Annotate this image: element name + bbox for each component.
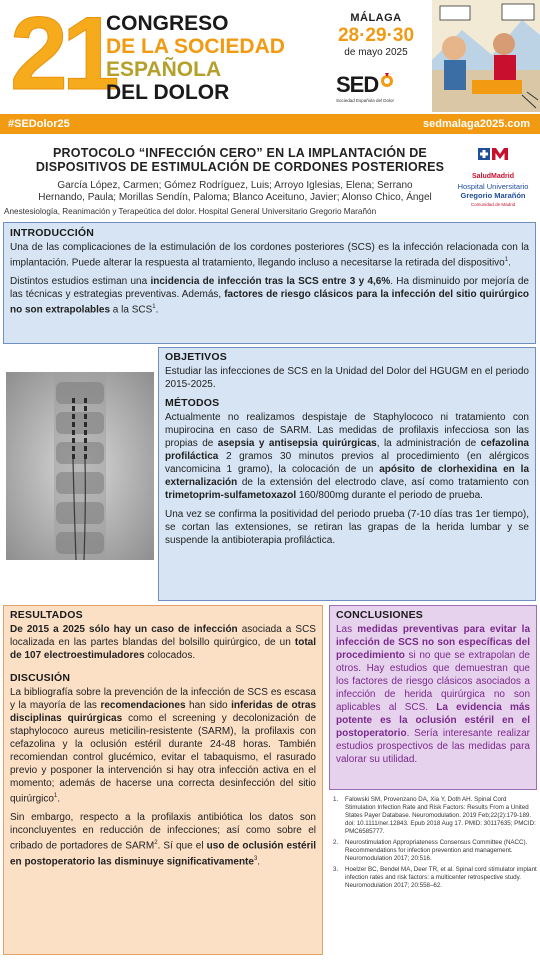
congress-header: [0, 0, 540, 114]
discussion-paragraph-1: La bibliografía sobre la prevención de la infección de SCS es escasa y la mayoría de las recomendaciones han sido inferidas de otras disciplinas quirúrgicas como el screening y decolonización de staphylococo aureus meticilin-resistente (SARM), la profilaxis con cefazolina y la oclusión estéril durante 24-48 horas. También recomiendan control glucémico, evitar el tabaquismo, el rasurado previo y posponer la intervención si hay otra infección activa en el momento; además de hacerse una correcta desinfección del sitio quirúrgico$^1$.: [10, 687, 316, 805]
congress-line-2: DE LA SOCIEDAD: [106, 35, 285, 58]
reference-item: 3. Hoelzer BC, Bendel MA, Deer TR, et al. Spinal cord stimulator implant infection rates and risk factors: a multicenter retrospective study. Neuromodulation 2017; 20:558–62.: [333, 866, 537, 889]
introduction-paragraph-2: Distintos estudios estiman una incidencia de infección tras la SCS entre 3 y 4,6%. Ha disminuido por mejoría de las técnicas y estrategias preventivas. Además, factores de riesgo clásicos para la infección del sitio quirúrgico no son extrapolables a la SCS$^1$.: [10, 276, 529, 316]
salud-madrid-icon: [478, 146, 508, 168]
introduction-paragraph-1: Una de las complicaciones de la estimulación de los cordones posteriores (SCS) es la infección relacionada con la implantación. Puede alterar la respuesta al tratamiento, llegando incluso a necesitarse la retirada del dispositivo$^1$.: [10, 242, 529, 269]
congress-line-3: ESPAÑOLA: [106, 58, 222, 81]
congress-line-4: DEL DOLOR: [106, 81, 230, 104]
sed-logo-text: SED: [336, 72, 379, 97]
hashtag: #SEDolor25: [8, 118, 70, 130]
methods-paragraph-2: Una vez se confirma la positividad del periodo prueba (7-10 días tras 1er tiempo), se cortan las extensiones, se retiran las grapas de la herida lumbar y se suspende la antibioterapia profiláctica.: [165, 509, 529, 546]
affiliation: Anestesiología, Reanimación y Terapeútica del dolor. Hospital General Universitario Gregorio Marañón: [4, 207, 377, 216]
objectives-heading: OBJETIVOS: [165, 351, 227, 363]
month: de mayo 2025: [344, 47, 408, 58]
website-link[interactable]: sedmalaga2025.com: [422, 118, 530, 130]
hospital-name-line-1: Hospital Universitario: [457, 182, 529, 191]
reference-item: 1. Falowski SM, Provenzano DA, Xia Y, Doth AH. Spinal Cord Stimulation Infection Rate and Risk Factors: Results From a United States Payer Database. Neuromodulation. 2019 Feb;22(2):179-189. doi: 10.1111/ner.12843. Epub 2018 Aug 17. PMID: 30117635; PMCID: PMC6585777.: [333, 796, 536, 835]
title-line-2: DISPOSITIVOS DE ESTIMULACIÓN DE CORDONES POSTERIORES: [35, 160, 445, 174]
hospital-name: [448, 182, 538, 200]
results-text: De 2015 a 2025 sólo hay un caso de infección asociada a SCS localizada en las partes blandas del bolsillo quirúrgico, de un total de 107 electroestimuladores colocados.: [10, 624, 316, 661]
introduction-box: [3, 222, 536, 344]
title-line-1: PROTOCOLO “INFECCIÓN CERO” EN LA IMPLANTACIÓN DE: [53, 146, 427, 160]
results-heading: RESULTADOS: [10, 609, 83, 621]
conclusions-text: Las medidas preventivas para evitar la infección de SCS no son específicas del procedimiento si no que se extrapolan de otros. Hay estudios que demuestran que los factores de riesgo clásicos asociados a infección de herida quirúrgica no son aplicables al SCS. La evidencia más potente es la oclusión estéril en el postoperatorio. Sería interesante realizar estudios prospectivos de las medidas para valorar su utilidad.: [336, 624, 531, 765]
poster-title: [0, 146, 480, 174]
authors-line-1: García López, Carmen; Gómez Rodríguez, Luis; Arroyo Iglesias, Elena; Serrano: [57, 180, 413, 191]
methods-heading: MÉTODOS: [165, 397, 220, 409]
congress-line-1: CONGRESO: [106, 12, 229, 35]
methods-paragraph-1: Actualmente no realizamos despistaje de Staphylococo ni tratamiento con mupirocina en caso de SARM. Las medidas de profilaxis infecciosa son las propias de asepsia y antisepsia quirúrgicas, la administración de cefazolina profiláctica 2 gramos 30 minutos previos al procedimiento (en alérgicos vancomicina 1 gramo), la colocación de un apósito de clorhexidina en la externalización de la extensión del electrodo clave, así como tratamiento con trimetoprim-sulfametoxazol 160/800mg durante el periodo de prueba.: [165, 412, 530, 501]
results-discussion-box: [3, 605, 323, 955]
authors: [0, 180, 470, 204]
days: 28·29·30: [337, 25, 415, 46]
introduction-heading: INTRODUCCIÓN: [10, 227, 95, 239]
conclusions-heading: CONCLUSIONES: [336, 609, 423, 621]
reference-item: 2. Neurostimulation Appropriateness Consensus Committee (NACC). Recommendations for infection prevention and management. Neuromodulation 2017; 20:516.: [333, 839, 528, 862]
objectives-methods-box: [158, 347, 536, 601]
conclusions-box: [329, 605, 537, 790]
hospital-logo: [448, 146, 538, 207]
discussion-paragraph-2: Sin embargo, respecto a la profilaxis antibiótica los datos son inconcluyentes en reducción de infecciones; así como sobre el cribado de portadores de SARM$^2$. Sí que el uso de oclusión estéril en postoperatorio las disminuye significativamente$^3$.: [10, 812, 317, 867]
sed-logo-subtitle: Sociedad Española del Dolor: [336, 98, 395, 103]
discussion-heading: DISCUSIÓN: [10, 672, 71, 684]
references-list: [333, 796, 537, 893]
sed-logo: [336, 72, 432, 103]
hashtag-bar: [0, 114, 540, 134]
edition-number: 21: [10, 0, 114, 112]
congress-date-place: [328, 12, 424, 58]
authors-line-2: Hernando, Paula; Morillas Sendín, Paloma; Blanco Aceituno, Javier; Alonso Chico, Ángel: [38, 192, 432, 203]
congress-name: [106, 12, 285, 104]
xray-image: [6, 372, 154, 560]
salud-madrid-text: SaludMadrid: [471, 173, 514, 180]
sed-logo-icon: [380, 72, 394, 88]
hospital-name-line-2: Gregorio Marañón: [460, 191, 526, 200]
city: MÁLAGA: [350, 12, 402, 24]
comunidad-madrid: Comunidad de Madrid: [470, 202, 516, 207]
congress-illustration: [432, 0, 540, 112]
objectives-text: Estudiar las infecciones de SCS en la Unidad del Dolor del HGUGM en el periodo 2015-2025.: [165, 366, 529, 390]
